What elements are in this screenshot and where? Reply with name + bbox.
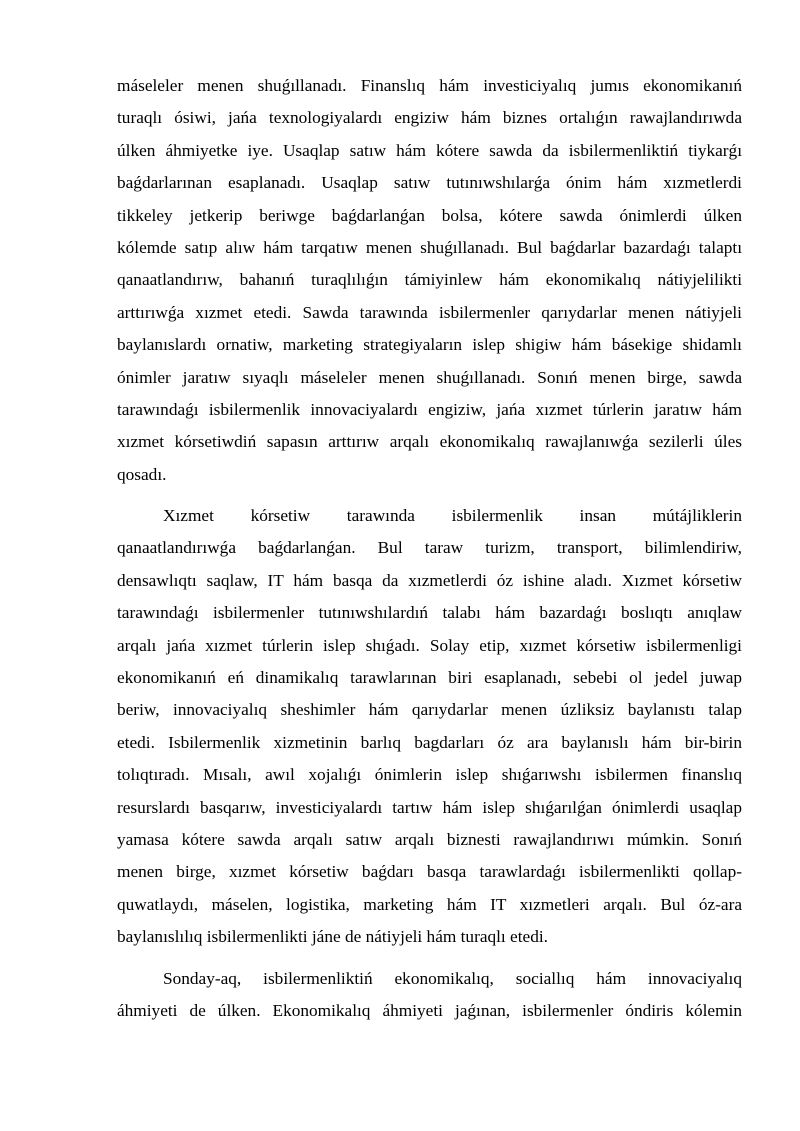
text-line: arttırıwǵa xızmet etedi. Sawda tarawında isbilermenler qarıydarlar menen nátiyjeli [117,302,742,322]
text-line: Sonday-aq, isbilermenliktiń ekonomikalıq, sociallıq hám innovaciyalıq [163,968,742,988]
text-line: resurslardı basqarıw, investiciyalardı tartıw hám islep shıǵarılǵan ónimlerdi usaqlap [117,797,742,817]
paragraph-1 [117,70,742,491]
text-line: xızmet kórsetiwdiń sapasın arttırıw arqalı ekonomikalıq rawajlanıwǵa sezilerli úles [117,432,742,452]
text-line: tolıqtıradı. Mısalı, awıl xojalıǵı ónimlerin islep shıǵarıwshı isbilermen finanslıq [117,765,742,785]
text-line: baǵdarlarınan esaplanadı. Usaqlap satıw tutınıwshılarǵa ónim hám xızmetlerdi [117,173,742,193]
text-line: ekonomikanıń eń dinamikalıq tarawlarınan biri esaplanadı, sebebi ol jedel juwap [117,668,742,688]
text-line: ónimler jaratıw sıyaqlı máseleler menen shuǵıllanadı. Sonıń menen birge, sawda [117,367,742,387]
text-line: menen birge, xızmet kórsetiw baǵdarı basqa tarawlardaǵı isbilermenlikti qollap- [117,862,742,882]
text-line: densawlıqtı saqlaw, IT hám basqa da xızmetlerdi óz ishine aladı. Xızmet kórsetiw [117,570,742,590]
text-line: tikkeley jetkerip beriwge baǵdarlanǵan bolsa, kótere sawda ónimlerdi úlken [117,205,742,225]
text-line: qosadı. [117,464,167,484]
text-line: beriw, innovaciyalıq sheshimler hám qarıydarlar menen úzliksiz baylanıstı talap [117,700,742,720]
text-line: tarawındaǵı isbilermenler tutınıwshılardıń talabı hám bazardaǵı boslıqtı anıqlaw [117,603,742,623]
paragraph-spacer [117,954,742,963]
paragraph-3 [117,963,742,1028]
text-line: tarawındaǵı isbilermenlik innovaciyalardı engiziw, jańa xızmet túrlerin jaratıw hám [117,399,742,419]
text-line: qanaatlandırıwǵa baǵdarlanǵan. Bul taraw turizm, transport, bilimlendiriw, [117,538,742,558]
paragraph-spacer [117,491,742,500]
text-line: baylanıslardı ornatiw, marketing strategiyaların islep shigiw hám básekige shidamlı [117,335,742,355]
text-line: áhmiyeti de úlken. Ekonomikalıq áhmiyeti jaǵınan, isbilermenler óndiris kólemin [117,1000,742,1020]
text-line: quwatlaydı, máselen, logistika, marketing hám IT xızmetleri arqalı. Bul óz-ara [117,894,742,914]
text-line: yamasa kótere sawda arqalı satıw arqalı biznesti rawajlandırıwı múmkin. Sonıń [117,829,742,849]
text-line: kólemde satıp alıw hám tarqatıw menen shuǵıllanadı. Bul baǵdarlar bazardaǵı talaptı [117,237,742,257]
text-line: turaqlı ósiwi, jańa texnologiyalardı engiziw hám biznes ortalıǵın rawajlandırıwda [117,108,742,128]
text-line: Xızmet kórsetiw tarawında isbilermenlik insan mútájliklerin [163,506,742,526]
text-line: arqalı jańa xızmet túrlerin islep shıǵadı. Solay etip, xızmet kórsetiw isbilermenligi [117,635,742,655]
text-line: úlken áhmiyetke iye. Usaqlap satıw hám kótere sawda da isbilermenliktiń tiykarǵı [117,140,742,160]
paragraph-2 [117,500,742,953]
document-page [117,70,742,1027]
text-line: baylanıslılıq isbilermenlikti jáne de nátiyjeli hám turaqlı etedi. [117,927,548,947]
text-line: qanaatlandırıw, bahanıń turaqlılıǵın támiyinlew hám ekonomikalıq nátiyjelilikti [117,270,742,290]
text-line: máseleler menen shuǵıllanadı. Finanslıq hám investiciyalıq jumıs ekonomikanıń [117,76,742,95]
text-line: etedi. Isbilermenlik xizmetinin barlıq bagdarları óz ara baylanıslı hám bir-birin [117,732,742,752]
